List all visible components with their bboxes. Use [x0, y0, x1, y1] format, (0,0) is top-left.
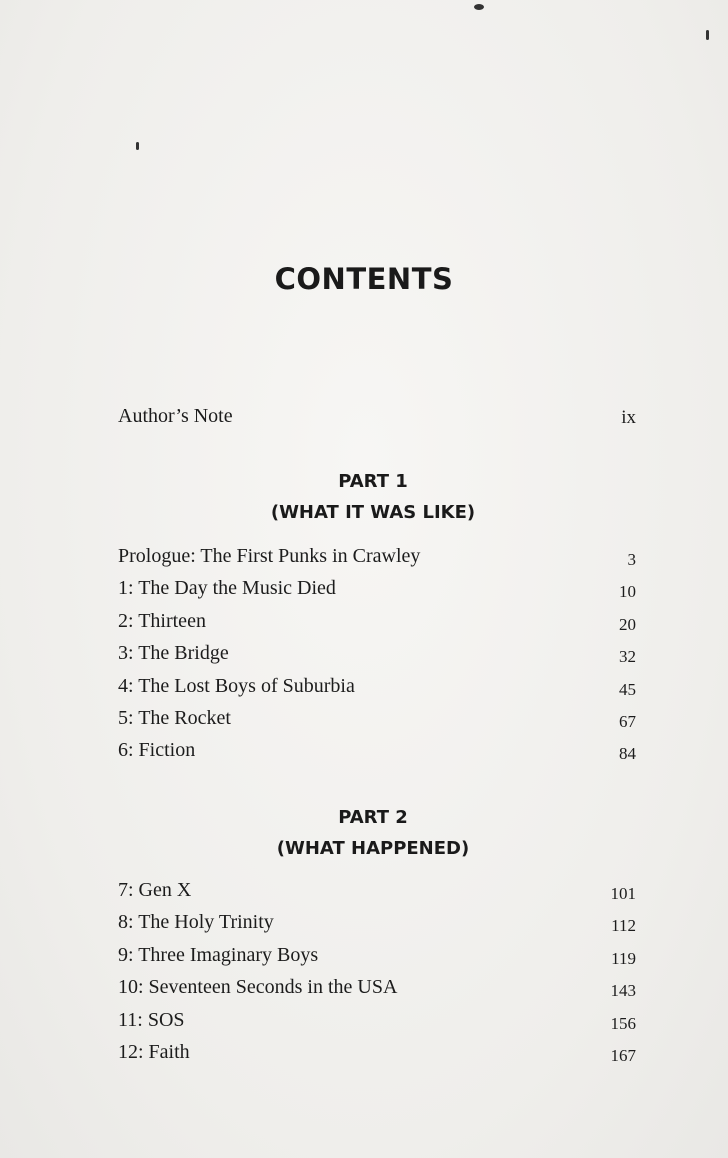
toc-entry[interactable]	[118, 671, 636, 701]
entry-label: 6: Fiction	[118, 739, 196, 761]
toc-entry[interactable]	[118, 573, 636, 603]
part2-subtitle: (WHAT HAPPENED)	[276, 838, 470, 859]
entry-page: 167	[610, 1046, 636, 1065]
contents-title: CONTENTS	[274, 262, 454, 296]
toc-entry[interactable]	[118, 606, 636, 636]
entry-page: 20	[619, 615, 636, 634]
entry-label: 11: SOS	[118, 1009, 185, 1031]
entry-page: 119	[611, 949, 636, 968]
entry-label: Author’s Note	[118, 405, 233, 427]
entry-page: 10	[619, 582, 636, 601]
toc-entry[interactable]	[118, 638, 636, 668]
entry-page: 32	[619, 647, 636, 666]
entry-label: 7: Gen X	[118, 879, 192, 901]
entry-label: 12: Faith	[118, 1041, 190, 1063]
entry-page: 143	[610, 981, 636, 1000]
entry-label: 1: The Day the Music Died	[118, 577, 336, 599]
entry-page: 112	[611, 916, 636, 935]
part2-heading: PART 2	[338, 807, 408, 828]
entry-label: 8: The Holy Trinity	[118, 911, 274, 933]
toc-entry[interactable]	[118, 1005, 636, 1035]
entry-label: 2: Thirteen	[118, 610, 206, 632]
entry-page: 3	[627, 550, 636, 569]
entry-label: 5: The Rocket	[118, 707, 231, 729]
entry-page: 67	[619, 712, 636, 731]
toc-entry[interactable]	[118, 972, 636, 1002]
toc-entry[interactable]	[118, 703, 636, 733]
entry-label: 3: The Bridge	[118, 642, 229, 664]
toc-entry[interactable]	[118, 1037, 636, 1067]
entry-page: 84	[619, 744, 636, 763]
toc-entry[interactable]	[118, 875, 636, 905]
entry-label: 10: Seventeen Seconds in the USA	[118, 976, 398, 998]
toc-entry[interactable]	[118, 735, 636, 765]
part1-heading: PART 1	[338, 471, 408, 492]
entry-label: 9: Three Imaginary Boys	[118, 944, 319, 966]
toc-entry-authors-note[interactable]	[118, 401, 636, 431]
toc-entry[interactable]	[118, 940, 636, 970]
ink-speck	[474, 4, 484, 10]
entry-page: 156	[610, 1014, 636, 1033]
toc-entry[interactable]	[118, 907, 636, 937]
part1-subtitle: (WHAT IT WAS LIKE)	[270, 502, 476, 523]
entry-page: 45	[619, 680, 636, 699]
entry-label: Prologue: The First Punks in Crawley	[118, 545, 421, 567]
ink-speck	[136, 142, 139, 150]
toc-entry[interactable]	[118, 541, 636, 571]
ink-speck	[706, 30, 709, 40]
entry-page: ix	[621, 407, 636, 428]
entry-label: 4: The Lost Boys of Suburbia	[118, 675, 355, 697]
entry-page: 101	[610, 884, 636, 903]
